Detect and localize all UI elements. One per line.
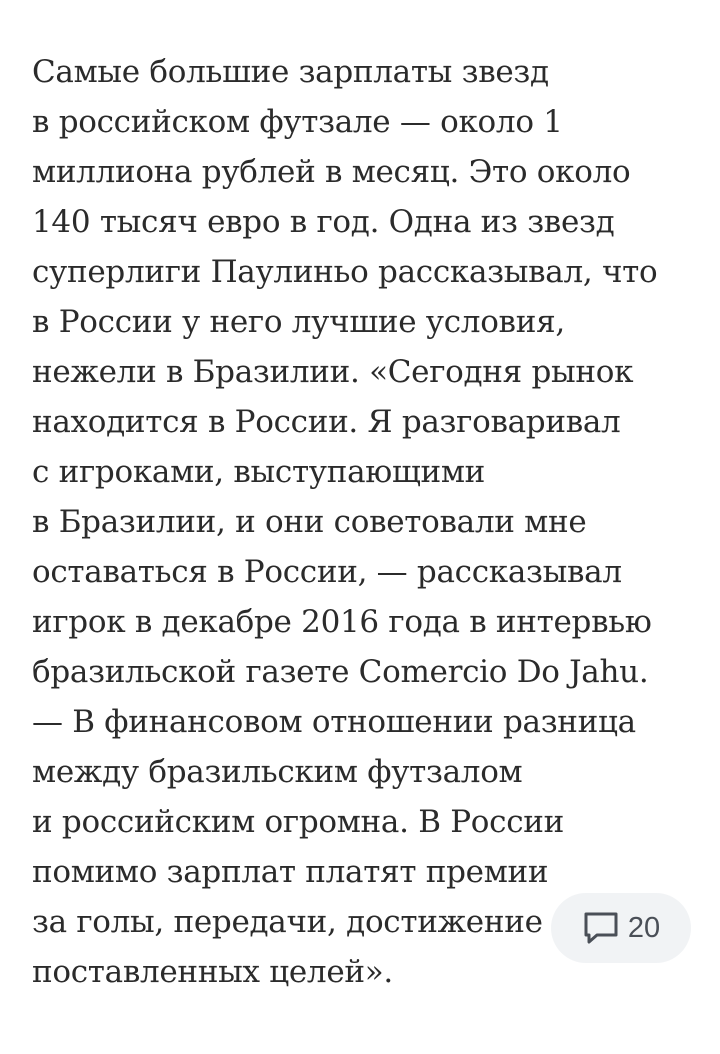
comment-icon <box>582 909 620 947</box>
paragraph-line: миллиона рублей в месяц. Это около <box>32 154 631 190</box>
paragraph-line: в российском футзале — около 1 <box>32 104 563 140</box>
paragraph-line: находится в России. Я разговаривал <box>32 404 621 440</box>
article-paragraph <box>32 47 692 997</box>
paragraph-line: суперлиги Паулиньо рассказывал, что <box>32 254 658 290</box>
paragraph-line: Самые большие зарплаты звезд <box>32 54 549 90</box>
paragraph-line: в России у него лучшие условия, <box>32 304 565 340</box>
paragraph-line: и российским огромна. В России <box>32 804 565 840</box>
paragraph-line: помимо зарплат платят премии <box>32 854 549 890</box>
paragraph-line: между бразильским футзалом <box>32 754 523 790</box>
paragraph-line: поставленных целей». <box>32 954 393 990</box>
paragraph-line: 140 тысяч евро в год. Одна из звезд <box>32 204 615 240</box>
paragraph-line: нежели в Бразилии. «Сегодня рынок <box>32 354 634 390</box>
comments-button[interactable] <box>551 893 691 963</box>
paragraph-line: бразильской газете Comercio Do Jahu. <box>32 654 649 690</box>
paragraph-line: игрок в декабре 2016 года в интервью <box>32 604 652 640</box>
paragraph-line: за голы, передачи, достижение <box>32 904 543 940</box>
paragraph-line: в Бразилии, и они советовали мне <box>32 504 587 540</box>
paragraph-line: с игроками, выступающими <box>32 454 486 490</box>
paragraph-line: — В финансовом отношении разница <box>32 704 636 740</box>
paragraph-line: оставаться в России, — рассказывал <box>32 554 622 590</box>
comments-count: 20 <box>627 911 661 944</box>
